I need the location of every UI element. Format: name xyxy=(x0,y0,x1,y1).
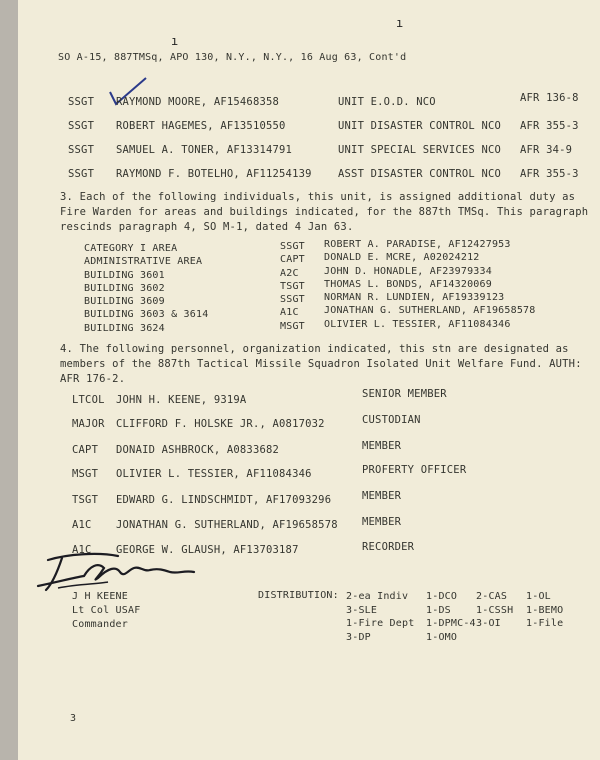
warden-name: JONATHAN G. SUTHERLAND, AF19658578 xyxy=(324,305,536,317)
distribution-entry: 1-File xyxy=(526,618,564,629)
distribution-col-4 xyxy=(526,590,563,631)
rank-label: A1C xyxy=(280,307,299,319)
document-page xyxy=(18,0,600,760)
area-label: BUILDING 3601 xyxy=(84,269,165,281)
distribution-entry: 1-Fire Dept xyxy=(346,618,415,629)
rank-label: MSGT xyxy=(280,320,305,332)
area-label: BUILDING 3624 xyxy=(84,322,165,334)
distribution-entry: 2-CAS xyxy=(476,591,508,602)
signature-block xyxy=(72,590,140,632)
rank-label: TSGT xyxy=(280,280,305,292)
fire-warden-ranks xyxy=(280,240,305,333)
rank-label: CAPT xyxy=(280,254,305,266)
area-label: CATEGORY I AREA xyxy=(84,243,178,254)
member-row: MSGT OLIVIER L. TESSIER, AF11084346 PROFERTY OFFICER xyxy=(72,464,467,480)
distribution-entry: 1-BEMO xyxy=(526,604,564,616)
distribution-entry: 1-CSSH xyxy=(476,604,514,616)
warden-name: JOHN D. HONADLE, AF23979334 xyxy=(324,265,492,277)
distribution-entry: 3-OI xyxy=(476,618,501,629)
fire-warden-areas xyxy=(84,242,208,335)
rank-label: A2C xyxy=(280,267,299,279)
warden-name: ROBERT A. PARADISE, AF12427953 xyxy=(324,239,511,250)
warden-name: THOMAS L. BONDS, AF14320069 xyxy=(324,278,492,290)
area-label: ADMINISTRATIVE AREA xyxy=(84,256,203,268)
paragraph-4: 4. The following personnel, organization indicated, this stn are designated as members of the 887th Tactical Missile Squadron Isolated Unit Welfare Fund. AUTH: AFR 176-2. xyxy=(60,343,582,385)
member-row: A1C JONATHAN G. SUTHERLAND, AF19658578 MEMBER xyxy=(72,516,402,531)
member-row: A1C GEORGE W. GLAUSH, AF13703187 RECORDER xyxy=(72,541,415,556)
member-row: TSGT EDWARD G. LINDSCHMIDT, AF17093296 MEMBER xyxy=(72,490,402,506)
distribution-entry: 3-DP xyxy=(346,631,371,643)
distribution-entry: 1-OL xyxy=(526,591,551,602)
rank-label: SSGT xyxy=(280,294,305,306)
distribution-entry: 2-ea Indiv xyxy=(346,591,409,602)
signer-name: J H KEENE xyxy=(72,591,128,602)
duty-row: SSGT RAYMOND MOORE, AF15468358 UNIT E.O.D. NCO AFR 136-8 xyxy=(68,92,579,108)
distribution-entry: 1-DS xyxy=(426,604,451,616)
distribution-entry: 1-DCO xyxy=(426,591,458,602)
distribution-col-3 xyxy=(476,590,513,631)
area-label: BUILDING 3609 xyxy=(84,296,165,308)
stray-mark: ı xyxy=(396,16,404,30)
order-header: SO A-15, 887TMSq, APO 130, N.Y., N.Y., 16 Aug 63, Cont'd xyxy=(58,52,407,63)
member-row: MAJOR CLIFFORD F. HOLSKE JR., A0817032 CUSTODIAN xyxy=(72,414,421,430)
paragraph-3: 3. Each of the following individuals, this unit, is assigned additional duty as Fire Warden for areas and buildings indicated, for the 887th TMSq. This paragraph rescinds paragraph 4, SO M-1, dated 4 Jan 63. xyxy=(60,191,589,233)
distribution-col-2 xyxy=(426,590,476,644)
area-label: BUILDING 3602 xyxy=(84,282,165,294)
duty-row: SSGT SAMUEL A. TONER, AF13314791 UNIT SPECIAL SERVICES NCO AFR 34-9 xyxy=(68,144,573,156)
member-row: CAPT DONAID ASHBROCK, A0833682 MEMBER xyxy=(72,440,402,456)
area-label: BUILDING 3603 & 3614 xyxy=(84,309,209,321)
member-row: LTCOL JOHN H. KEENE, 9319A SENIOR MEMBER xyxy=(72,388,447,406)
fire-warden-names xyxy=(324,238,536,331)
warden-name: NORMAN R. LUNDIEN, AF19339123 xyxy=(324,292,505,304)
stray-mark: ı xyxy=(171,34,179,48)
warden-name: DONALD E. MCRE, A02024212 xyxy=(324,252,480,264)
rank-label: SSGT xyxy=(280,241,305,252)
duty-row: SSGT RAYMOND F. BOTELHO, AF11254139 ASST DISASTER CONTROL NCO AFR 355-3 xyxy=(68,168,579,180)
distribution-label: DISTRIBUTION: xyxy=(258,590,339,601)
duty-row: SSGT ROBERT HAGEMES, AF13510550 UNIT DISASTER CONTROL NCO AFR 355-3 xyxy=(68,120,579,132)
page-number: 3 xyxy=(70,713,77,724)
signer-rank: Lt Col USAF xyxy=(72,605,141,616)
warden-name: OLIVIER L. TESSIER, AF11084346 xyxy=(324,318,511,330)
distribution-entry: 1-OMO xyxy=(426,631,458,643)
distribution-entry: 1-DPMC-4 xyxy=(426,618,476,629)
distribution-col-1 xyxy=(346,590,414,644)
signer-title: Commander xyxy=(72,619,128,630)
distribution-entry: 3-SLE xyxy=(346,604,378,616)
